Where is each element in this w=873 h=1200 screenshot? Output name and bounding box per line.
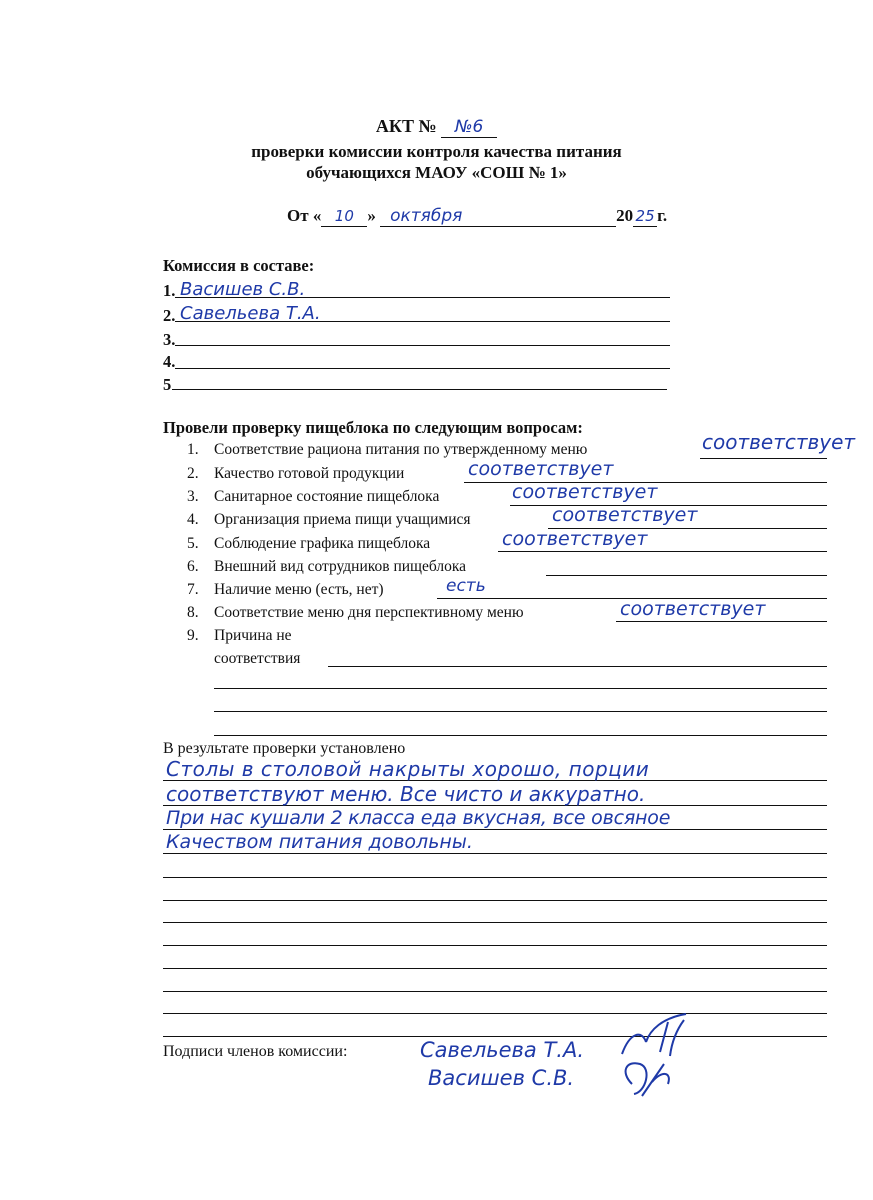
member-number: 2. (163, 306, 176, 325)
inspection-heading: Провели проверку пищеблока по следующим вопросам: (163, 418, 583, 437)
inspection-item-number: 5. (187, 535, 199, 552)
date-year-prefix: 20 (616, 206, 634, 225)
inspection-item-number: 4. (187, 511, 199, 528)
signature-text: Савельева Т.А. (420, 1038, 585, 1062)
inspection-item-label: Организация приема пищи учащимися (214, 511, 471, 528)
signature-scribble (612, 1012, 702, 1102)
result-text-line: Качеством питания довольны. (166, 831, 473, 853)
inspection-answer: соответствует (620, 598, 766, 620)
inspection-item9-label-line2: соответствия (214, 650, 301, 667)
inspection-item9-label-line1: Причина не (214, 627, 292, 644)
member-number: 4. (163, 352, 176, 371)
inspection-item-label: Наличие меню (есть, нет) (214, 581, 384, 598)
inspection-item-number: 1. (187, 441, 199, 458)
inspection-answer: есть (446, 576, 486, 596)
result-text-line: соответствуют меню. Все чисто и аккуратно. (166, 782, 646, 806)
inspection-answer-line (498, 551, 827, 552)
result-line (163, 945, 827, 946)
date-month-field (380, 206, 616, 227)
inspection-answer: соответствует (512, 481, 658, 503)
inspection-answer-line (546, 575, 827, 576)
inspection-item-number: 7. (187, 581, 199, 598)
inspection-answer-line (700, 458, 827, 459)
act-subtitle-line1: проверки комиссии контроля качества питания (251, 142, 622, 161)
member-line (175, 345, 670, 346)
date-quote-close: » (367, 206, 376, 225)
inspection-answer-line (616, 621, 827, 622)
act-title (0, 116, 873, 138)
member-number: 5 (163, 375, 172, 394)
member-name: Савельева Т.А. (180, 303, 321, 324)
result-line (163, 900, 827, 901)
result-line (163, 877, 827, 878)
date-line (287, 206, 667, 227)
result-line (163, 853, 827, 854)
result-line (163, 1036, 827, 1037)
act-subtitle-line2: обучающихся МАОУ «СОШ № 1» (306, 163, 567, 182)
inspection-item-number: 6. (187, 558, 199, 575)
member-number: 1. (163, 281, 176, 300)
inspection-answer: соответствует (702, 430, 856, 454)
result-text-line: При нас кушали 2 класса еда вкусная, все овсяное (166, 807, 671, 829)
inspection-answer: соответствует (552, 504, 698, 526)
result-text-line: Столы в столовой накрыты хорошо, порции (166, 757, 650, 781)
signature-text: Васишев С.В. (428, 1066, 575, 1090)
act-title-prefix: АКТ № (375, 116, 437, 136)
inspection-answer: соответствует (468, 458, 614, 480)
result-line (163, 1013, 827, 1014)
date-year: 25 (635, 207, 655, 225)
member-line (175, 368, 670, 369)
inspection-item-label: Качество готовой продукции (214, 465, 405, 482)
inspection-item-label: Внешний вид сотрудников пищеблока (214, 558, 467, 575)
inspection-item-label: Соответствие рациона питания по утвержденному меню (214, 441, 588, 458)
inspection-item-number: 3. (187, 488, 199, 505)
inspection-item-number: 2. (187, 465, 199, 482)
act-number: №6 (454, 117, 484, 137)
member-number: 3. (163, 330, 176, 349)
reason-line (328, 666, 827, 667)
inspection-item-number: 8. (187, 604, 199, 621)
reason-line (214, 735, 827, 736)
act-number-field (441, 116, 497, 138)
inspection-item-label: Соответствие меню дня перспективному меню (214, 604, 524, 621)
date-year-end: г. (657, 206, 668, 225)
reason-line (214, 711, 827, 712)
inspection-answer: соответствует (502, 528, 648, 550)
member-line (172, 389, 667, 390)
result-line (163, 968, 827, 969)
inspection-item-label: Санитарное состояние пищеблока (214, 488, 440, 505)
date-day-field (321, 206, 367, 227)
result-line (163, 991, 827, 992)
date-prefix: От « (287, 206, 322, 225)
commission-heading: Комиссия в составе: (163, 256, 315, 275)
inspection-item-number: 9. (187, 627, 199, 644)
date-day: 10 (334, 207, 354, 225)
result-line (163, 829, 827, 830)
signatures-label: Подписи членов комиссии: (163, 1043, 348, 1060)
reason-line (214, 688, 827, 689)
date-year-field (633, 206, 657, 227)
result-line (163, 922, 827, 923)
inspection-item-label: Соблюдение графика пищеблока (214, 535, 431, 552)
result-heading: В результате проверки установлено (163, 740, 406, 757)
date-month: октября (390, 206, 463, 226)
member-name: Васишев С.В. (180, 279, 306, 300)
